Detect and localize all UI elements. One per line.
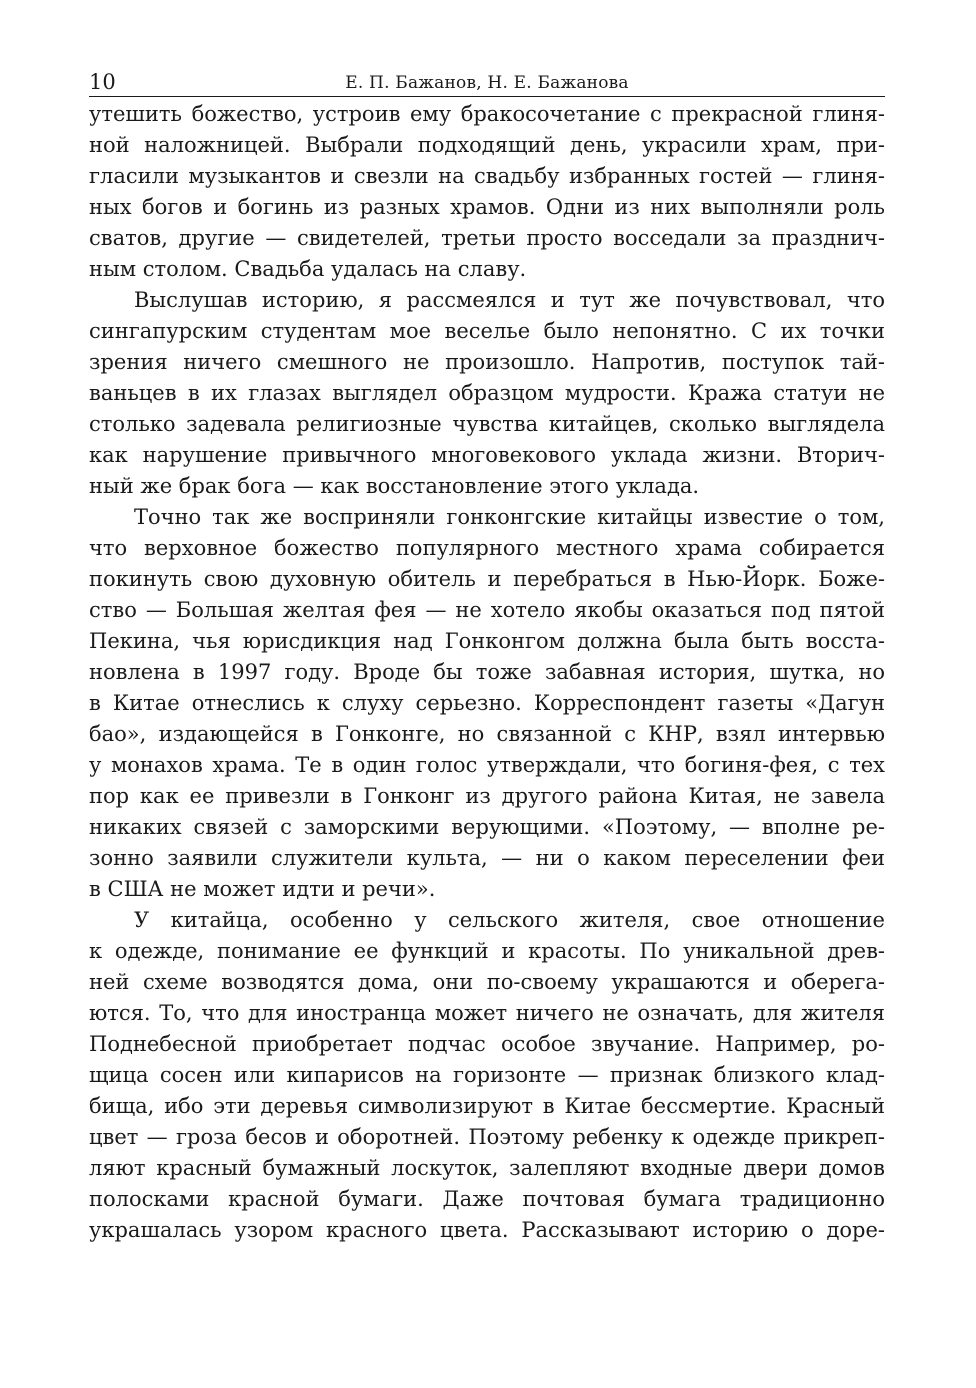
text-line: бао», издающейся в Гонконге, но связанной с КНР, взял интервью — [89, 722, 885, 746]
text-line: Точно так же восприняли гонконгские китайцы известие о том, — [134, 505, 885, 529]
text-line: ются. То, что для иностранца может ничего не означать, для жителя — [89, 1001, 885, 1025]
text-line: никаких связей с заморскими верующими. «Поэтому, — вполне ре- — [89, 815, 885, 839]
text-line: Выслушав историю, я рассмеялся и тут же почувствовал, что — [134, 288, 885, 312]
text-line: зрения ничего смешного не произошло. Напротив, поступок тай- — [89, 350, 885, 374]
text-line: зонно заявили служители культа, — ни о каком переселении феи — [89, 846, 885, 870]
text-line: Поднебесной приобретает подчас особое звучание. Например, ро- — [89, 1032, 885, 1056]
text-line: пор как ее привезли в Гонконг из другого района Китая, не завела — [89, 784, 885, 808]
text-line: Пекина, чья юрисдикция над Гонконгом должна была быть восста- — [89, 629, 885, 653]
text-line: украшалась узором красного цвета. Рассказывают историю о доре- — [89, 1218, 885, 1242]
paragraph — [89, 502, 885, 905]
text-line: утешить божество, устроив ему бракосочетание с прекрасной глиня- — [89, 102, 885, 126]
text-line: столько задевала религиозные чувства китайцев, сколько выглядела — [89, 412, 885, 436]
running-header-authors: Е. П. Бажанов, Н. Е. Бажанова — [345, 73, 629, 93]
text-line: полосками красной бумаги. Даже почтовая бумага традиционно — [89, 1187, 885, 1211]
text-line: У китайца, особенно у сельского жителя, свое отношение — [134, 908, 885, 932]
text-line: сватов, другие — свидетелей, третьи просто восседали за празднич- — [89, 226, 885, 250]
text-line: ваньцев в их глазах выглядел образцом мудрости. Кража статуи не — [89, 381, 885, 405]
text-line: сингапурским студентам мое веселье было непонятно. С их точки — [89, 319, 885, 343]
text-line: ным столом. Свадьба удалась на славу. — [89, 257, 527, 281]
text-line: ляют красный бумажный лоскуток, залепляют входные двери домов — [89, 1156, 885, 1180]
text-line: ный же брак бога — как восстановление этого уклада. — [89, 474, 700, 498]
text-line: бища, ибо эти деревья символизируют в Китае бессмертие. Красный — [89, 1094, 885, 1118]
book-page — [89, 62, 885, 1246]
paragraph — [89, 905, 885, 1246]
text-line: что верховное божество популярного местного храма собирается — [89, 536, 885, 560]
text-line: цвет — гроза бесов и оборотней. Поэтому ребенку к одежде прикреп- — [89, 1125, 885, 1149]
paragraph — [89, 285, 885, 502]
text-line: щица сосен или кипарисов на горизонте — признак близкого клад- — [89, 1063, 885, 1087]
text-line: ней схеме возводятся дома, они по-своему украшаются и оберега- — [89, 970, 885, 994]
text-line: ной наложницей. Выбрали подходящий день, украсили храм, при- — [89, 133, 885, 157]
text-line: как нарушение привычного многовекового уклада жизни. Вторич- — [89, 443, 885, 467]
page-number: 10 — [89, 70, 116, 94]
text-line: в Китае отнеслись к слуху серьезно. Корреспондент газеты «Дагун — [89, 691, 885, 715]
text-line: ных богов и богинь из разных храмов. Одни из них выполняли роль — [89, 195, 885, 219]
text-line: гласили музыкантов и свезли на свадьбу избранных гостей — глиня- — [89, 164, 885, 188]
text-line: у монахов храма. Те в один голос утверждали, что богиня-фея, с тех — [89, 753, 885, 777]
body-text — [89, 99, 885, 1246]
paragraph — [89, 99, 885, 285]
text-line: покинуть свою духовную обитель и перебраться в Нью-Йорк. Боже- — [89, 567, 885, 591]
text-line: в США не может идти и речи». — [89, 877, 436, 901]
text-line: новлена в 1997 году. Вроде бы тоже забавная история, шутка, но — [89, 660, 885, 684]
text-line: ство — Большая желтая фея — не хотело якобы оказаться под пятой — [89, 598, 885, 622]
text-line: к одежде, понимание ее функций и красоты. По уникальной древ- — [89, 939, 885, 963]
running-header — [89, 62, 885, 97]
